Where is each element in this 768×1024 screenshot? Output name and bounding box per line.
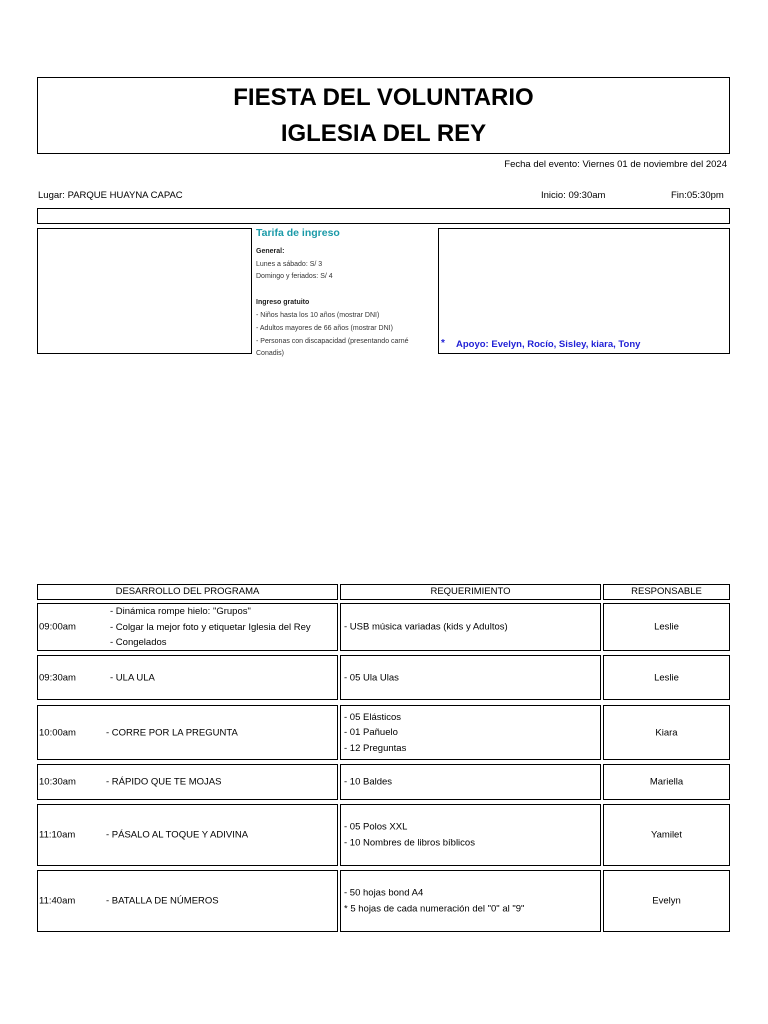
activity-line: - Dinámica rompe hielo: "Grupos" bbox=[110, 605, 251, 617]
activity-line: - Congelados bbox=[110, 636, 167, 648]
tarifa-free-item: - Adultos mayores de 66 años (mostrar DNI) bbox=[256, 324, 393, 332]
requirement-line: - 05 Polos XXL bbox=[344, 821, 408, 833]
responsible-name: Yamilet bbox=[651, 829, 682, 841]
tarifa-general-label: General: bbox=[256, 247, 285, 255]
responsible-name: Kiara bbox=[655, 726, 678, 738]
requirement-line: - 10 Nombres de libros bíblicos bbox=[344, 837, 475, 848]
row-activity bbox=[110, 670, 155, 686]
row-activity bbox=[106, 893, 219, 909]
row-activity bbox=[106, 827, 248, 843]
end-time: Fin:05:30pm bbox=[671, 190, 724, 201]
header-requerimiento: REQUERIMIENTO bbox=[340, 584, 601, 600]
responsible-name: Leslie bbox=[654, 621, 679, 633]
table-row-program bbox=[37, 870, 338, 932]
table-row-requirement bbox=[340, 764, 601, 800]
table-row-program bbox=[37, 655, 338, 700]
event-date: Fecha del evento: Viernes 01 de noviembre del 2024 bbox=[504, 159, 727, 170]
header-desarrollo: DESARROLLO DEL PROGRAMA bbox=[37, 584, 338, 600]
table-row-requirement bbox=[340, 804, 601, 866]
requirement-line: - 05 Elásticos bbox=[344, 711, 402, 723]
responsible-name: Mariella bbox=[649, 776, 684, 788]
apoyo-box bbox=[438, 228, 730, 354]
row-activity bbox=[110, 604, 311, 651]
tarifa-free-item: - Niños hasta los 10 años (mostrar DNI) bbox=[256, 311, 380, 319]
table-row-responsible bbox=[603, 804, 730, 866]
row-time: 11:40am bbox=[39, 895, 76, 907]
tarifa-general-item: Domingo y feriados: S/ 4 bbox=[256, 273, 333, 281]
table-row-responsible bbox=[603, 603, 730, 651]
table-row-requirement bbox=[340, 655, 601, 700]
church-title: IGLESIA DEL REY bbox=[280, 120, 487, 147]
table-row-requirement bbox=[340, 603, 601, 651]
empty-bar bbox=[37, 208, 730, 224]
responsible-name: Leslie bbox=[654, 671, 679, 683]
activity-line: - BATALLA DE NÚMEROS bbox=[106, 895, 219, 907]
row-time: 09:30am bbox=[39, 671, 76, 683]
apoyo-text: Apoyo: Evelyn, Rocío, Sisley, kiara, Tony bbox=[456, 339, 641, 350]
start-time: Inicio: 09:30am bbox=[541, 190, 606, 201]
row-time: 10:00am bbox=[39, 726, 76, 738]
apoyo-bullet: * bbox=[441, 338, 445, 349]
activity-line: - CORRE POR LA PREGUNTA bbox=[106, 726, 238, 738]
requirement-line: - 10 Baldes bbox=[344, 776, 393, 788]
table-row-program bbox=[37, 804, 338, 866]
row-activity bbox=[106, 774, 221, 790]
tarifa-heading: Tarifa de ingreso bbox=[256, 227, 340, 239]
activity-line: - RÁPIDO QUE TE MOJAS bbox=[106, 776, 222, 788]
title-box bbox=[37, 77, 730, 154]
event-title: FIESTA DEL VOLUNTARIO bbox=[233, 84, 534, 111]
tarifa-info bbox=[256, 227, 436, 361]
table-row-requirement bbox=[340, 870, 601, 932]
table-row-program bbox=[37, 603, 338, 651]
row-activity bbox=[106, 725, 238, 741]
table-row-requirement bbox=[340, 705, 601, 760]
requirement-line: - 50 hojas bond A4 bbox=[344, 887, 424, 899]
requirement-line: - USB música variadas (kids y Adultos) bbox=[344, 621, 508, 633]
activity-line: - ULA ULA bbox=[110, 671, 155, 683]
requirement-line: - 12 Preguntas bbox=[344, 742, 407, 754]
table-row-responsible bbox=[603, 764, 730, 800]
activity-line: - PÁSALO AL TOQUE Y ADIVINA bbox=[106, 829, 249, 841]
responsible-name: Evelyn bbox=[652, 895, 681, 907]
row-time: 10:30am bbox=[39, 776, 76, 788]
activity-line: - Colgar la mejor foto y etiquetar Iglesia del Rey bbox=[110, 621, 311, 633]
tarifa-free-label: Ingreso gratuito bbox=[256, 299, 310, 307]
table-row-program bbox=[37, 764, 338, 800]
event-location: Lugar: PARQUE HUAYNA CAPAC bbox=[38, 190, 183, 201]
table-row-responsible bbox=[603, 655, 730, 700]
table-row-responsible bbox=[603, 870, 730, 932]
table-row-responsible bbox=[603, 705, 730, 760]
image-placeholder-left bbox=[37, 228, 252, 354]
tarifa-free-item: - Personas con discapacidad (presentando carné Conadis) bbox=[256, 337, 409, 358]
header-responsable: RESPONSABLE bbox=[603, 584, 730, 600]
row-time: 11:10am bbox=[39, 829, 76, 841]
requirement-line: - 05 Ula Ulas bbox=[344, 671, 399, 683]
requirement-line: * 5 hojas de cada numeración del "0" al "9" bbox=[344, 903, 525, 914]
requirement-line: - 01 Pañuelo bbox=[344, 726, 398, 738]
tarifa-general-item: Lunes a sábado: S/ 3 bbox=[256, 260, 323, 268]
table-row-program bbox=[37, 705, 338, 760]
row-time: 09:00am bbox=[39, 621, 76, 633]
